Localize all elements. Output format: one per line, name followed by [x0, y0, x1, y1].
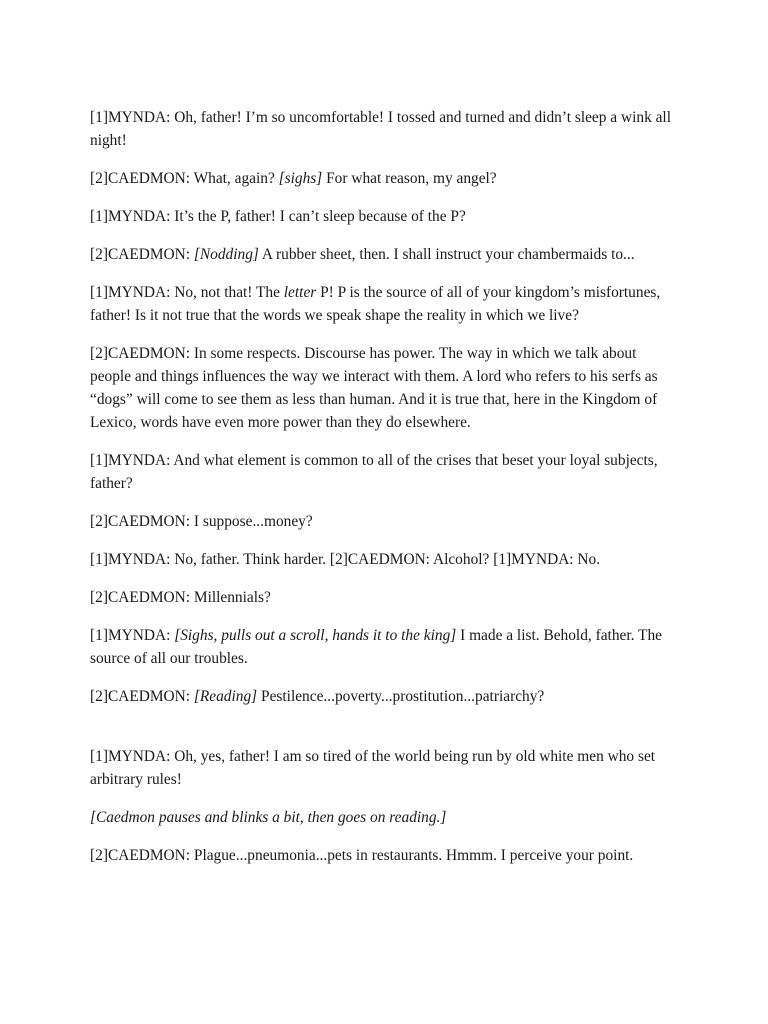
stage-direction-line — [90, 806, 680, 829]
dialogue-line — [90, 281, 680, 327]
dialogue-line — [90, 205, 680, 228]
text-run: [1]MYNDA: No, father. Think harder. [2]CAEDMON: Alcohol? [1]MYNDA: No. — [90, 551, 601, 568]
text-run: [1]MYNDA: And what element is common to all of the crises that beset your loyal subjects, father? — [90, 452, 658, 492]
script-text — [90, 106, 680, 882]
stage-direction: [Reading] — [193, 688, 258, 705]
dialogue-line — [90, 624, 680, 670]
stage-direction: [sighs] — [278, 170, 323, 187]
dialogue-line — [90, 548, 680, 571]
text-run: Pestilence...poverty...prostitution...patriarchy? — [257, 688, 545, 705]
text-run: [2]CAEDMON: Plague...pneumonia...pets in restaurants. Hmmm. I perceive your point. — [90, 847, 634, 864]
dialogue-line — [90, 342, 680, 434]
text-run: [1]MYNDA: Oh, father! I’m so uncomfortable! I tossed and turned and didn’t sleep a wink all night! — [90, 109, 671, 149]
text-run: [1]MYNDA: Oh, yes, father! I am so tired of the world being run by old white men who set arbitrary rules! — [90, 748, 656, 788]
text-run: [1]MYNDA: No, not that! The — [90, 284, 284, 301]
text-run: [1]MYNDA: — [90, 627, 175, 644]
text-run: [1]MYNDA: It’s the P, father! I can’t sleep because of the P? — [90, 208, 466, 225]
stage-direction: [Nodding] — [193, 246, 259, 263]
text-run: [2]CAEDMON: — [90, 688, 194, 705]
text-run: [2]CAEDMON: In some respects. Discourse has power. The way in which we talk about people and things influences the way we interact with them. A lord who refers to his serfs as “dogs” will come to see them as less than human. And it is true that, here in the Kingdom of Lexico, words have even more power than they do elsewhere. — [90, 345, 658, 431]
text-run: [2]CAEDMON: Millennials? — [90, 589, 271, 606]
text-run: [2]CAEDMON: I suppose...money? — [90, 513, 313, 530]
dialogue-line — [90, 510, 680, 533]
dialogue-line — [90, 685, 680, 708]
text-run: For what reason, my angel? — [322, 170, 497, 187]
dialogue-line — [90, 844, 680, 867]
dialogue-line — [90, 167, 680, 190]
stage-direction: [Caedmon pauses and blinks a bit, then goes on reading.] — [90, 809, 447, 826]
stage-direction: [Sighs, pulls out a scroll, hands it to the king] — [174, 627, 457, 644]
emphasis: letter — [283, 284, 317, 301]
dialogue-line — [90, 106, 680, 152]
text-run: P! P is the source of all of your kingdom’s misfortunes, father! Is it not true that the words we speak shape the reality in which we live? — [90, 284, 661, 324]
dialogue-line — [90, 449, 680, 495]
text-run: [2]CAEDMON: — [90, 246, 194, 263]
text-run: I made a list. Behold, father. The source of all our troubles. — [90, 627, 662, 667]
text-run: [2]CAEDMON: What, again? — [90, 170, 279, 187]
dialogue-line — [90, 243, 680, 266]
dialogue-line — [90, 586, 680, 609]
text-run: A rubber sheet, then. I shall instruct your chambermaids to... — [258, 246, 635, 263]
dialogue-line — [90, 745, 680, 791]
